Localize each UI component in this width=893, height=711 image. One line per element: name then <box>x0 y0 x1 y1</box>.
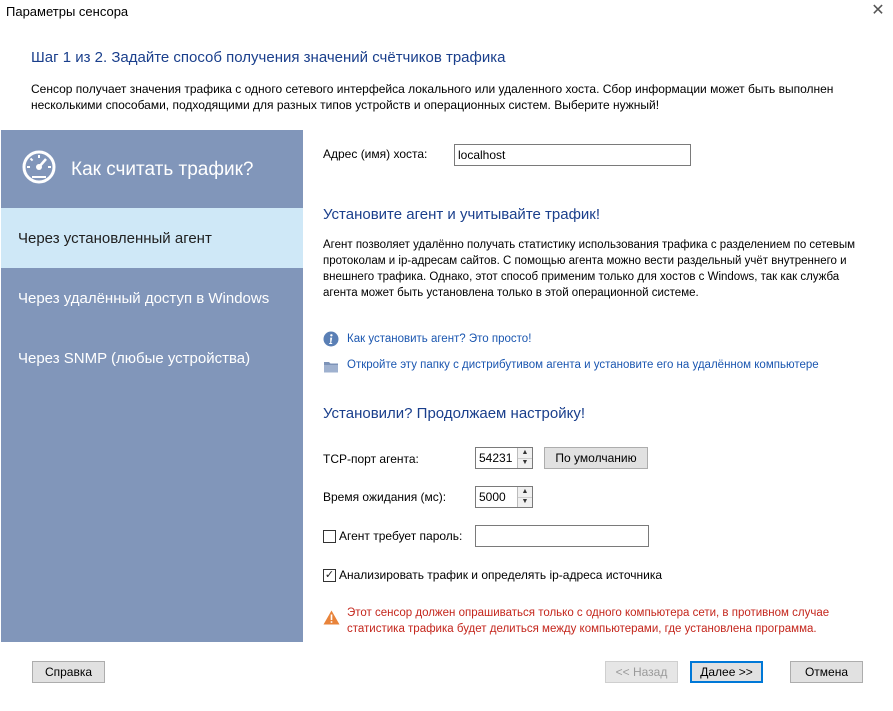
close-icon[interactable]: ✕ <box>871 2 885 19</box>
step-title: Шаг 1 из 2. Задайте способ получения значений счётчиков трафика <box>31 49 506 66</box>
sidebar-item-agent[interactable] <box>1 208 303 268</box>
sidebar-item-label: Через удалённый доступ в Windows <box>18 290 270 307</box>
window-title: Параметры сенсора <box>6 4 129 19</box>
spin-up-icon[interactable]: ▲ <box>518 448 532 459</box>
spinner-buttons <box>517 487 532 507</box>
spin-up-icon[interactable]: ▲ <box>518 487 532 498</box>
install-agent-link[interactable]: Как установить агент? Это просто! <box>347 333 532 345</box>
analyze-checkbox[interactable]: ✓ <box>324 569 335 581</box>
sidebar <box>1 130 303 642</box>
sidebar-heading: Как считать трафик? <box>71 159 254 180</box>
timeout-label: Время ожидания (мс): <box>323 490 447 504</box>
sidebar-header <box>1 130 303 208</box>
default-port-button[interactable]: По умолчанию <box>544 447 648 469</box>
help-button[interactable]: Справка <box>32 661 105 683</box>
password-label: Агент требует пароль: <box>339 529 463 543</box>
next-button[interactable]: Далее >> <box>690 661 763 683</box>
sidebar-item-windows[interactable] <box>1 268 303 328</box>
title-bar <box>0 0 893 24</box>
sidebar-item-snmp[interactable] <box>1 328 303 388</box>
agent-description: Агент позволяет удалённо получать статистику использования трафика с разделением по сетевым протоколам и ip-адресам сайтов. С помощью агента можно вести раздельный учёт внутреннего и внешнего трафика. Однако, этот способ применим только для хостов с Windows, так как служба агента может быть установлена только в этой операционной системе. <box>323 239 855 299</box>
port-spinner[interactable] <box>475 447 533 469</box>
spinner-buttons <box>517 448 532 468</box>
back-button[interactable]: << Назад <box>605 661 678 683</box>
port-label: TCP-порт агента: <box>323 452 419 466</box>
host-label: Адрес (имя) хоста: <box>323 147 428 161</box>
sidebar-item-label: Через установленный агент <box>18 230 212 247</box>
timeout-value: 5000 <box>479 490 506 504</box>
spin-down-icon[interactable]: ▼ <box>521 498 529 505</box>
settings-heading: Установили? Продолжаем настройку! <box>323 405 585 422</box>
info-icon <box>323 331 339 347</box>
open-folder-link[interactable]: Откройте эту папку с дистрибутивом агента и установите его на удалённом компьютере <box>347 359 819 371</box>
warning-icon <box>323 610 340 625</box>
analyze-label: Анализировать трафик и определять ip-адреса источника <box>339 568 663 582</box>
cancel-button[interactable]: Отмена <box>790 661 863 683</box>
warning-text: Этот сенсор должен опрашиваться только с одного компьютера сети, в противном случае статистика трафика будет делиться между компьютерами, где установлена программа. <box>347 607 830 635</box>
password-input[interactable] <box>475 525 649 547</box>
port-value: 54231 <box>479 451 513 465</box>
timeout-spinner[interactable] <box>475 486 533 508</box>
agent-heading: Установите агент и учитывайте трафик! <box>323 206 601 223</box>
step-description: Сенсор получает значения трафика с одного сетевого интерфейса локального или удаленного хоста. Сбор информации может быть выполнен несколькими способами, подходящими для разных типов устройств и операционных систем. Выберите нужный! <box>31 82 834 112</box>
spin-down-icon[interactable]: ▼ <box>521 459 529 466</box>
speedometer-icon <box>22 150 56 184</box>
password-checkbox[interactable] <box>323 530 336 543</box>
sidebar-item-label: Через SNMP (любые устройства) <box>18 350 251 367</box>
folder-icon <box>323 359 339 375</box>
host-input[interactable] <box>454 144 691 166</box>
